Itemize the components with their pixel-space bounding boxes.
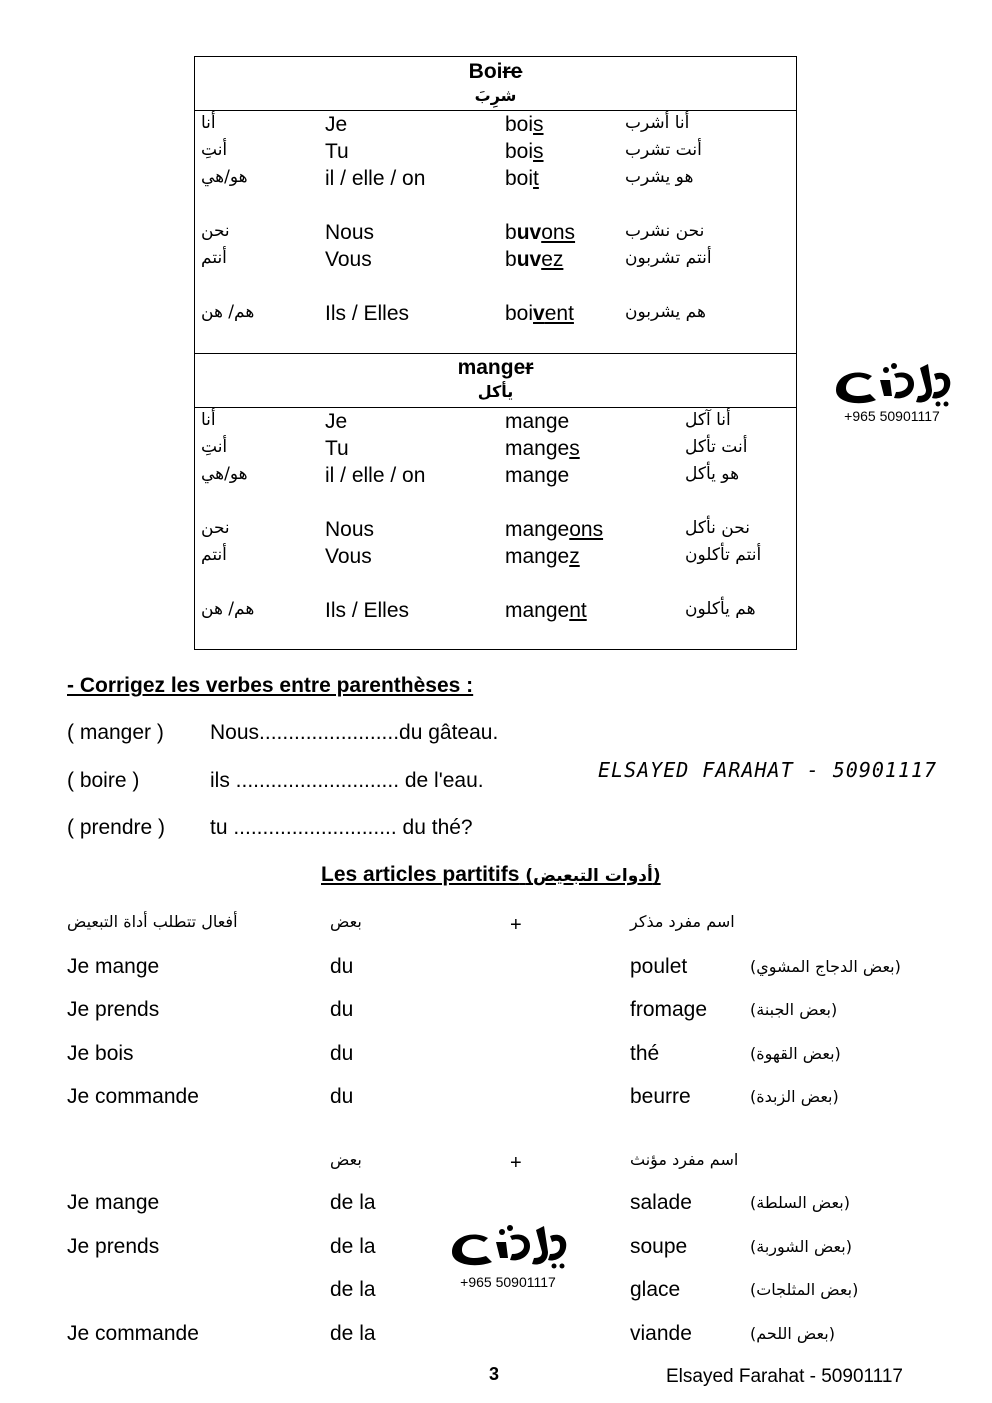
arabic-pronoun: أنتِ [201,437,228,457]
table-row [195,140,796,166]
verb-ending: ons [541,221,576,244]
exercise-verb: ( manger ) [67,721,164,744]
boire-arabic: شرِبَ [474,86,517,105]
arabic-pronoun: هم/ هن [201,302,255,322]
pronoun: Nous [325,518,375,541]
row-verb: Je mange [67,1191,160,1214]
articles-title [321,863,661,887]
row-verb: Je commande [67,1322,199,1345]
translation: أنا أشرب [625,113,690,133]
boire-title: Boi [468,60,503,83]
exercise-sentence: tu ............................ du thé? [210,816,473,839]
arabic-pronoun: هو/هي [201,167,248,187]
table-row [195,302,796,328]
brand-logo [828,360,956,428]
pronoun: Ils / Elles [325,599,410,622]
row-article: de la [330,1191,376,1214]
arabic-pronoun: أنا [201,113,216,133]
verb-ending: z [569,545,580,568]
manger-title: mange [457,356,526,379]
translation: نحن نأكل [685,518,750,538]
page-number: 3 [489,1364,500,1384]
row-translation: (بعض السلطة) [750,1193,850,1212]
arabic-pronoun: هم/ هن [201,599,255,619]
verb-stem: boi [505,167,534,190]
row-translation: (بعض الدجاج المشوي) [750,957,901,976]
verb-stem-change: uv [516,248,542,271]
row-noun: fromage [630,998,708,1021]
translation: هم يأكلون [685,599,756,619]
verb-ending: s [569,437,580,460]
verb-form [505,437,580,461]
verb-form [505,167,539,191]
verb-form [505,221,575,245]
translation: أنتم تشربون [625,248,712,268]
translation: هم يشربون [625,302,706,322]
row-noun: soupe [630,1235,688,1258]
row-verb: Je mange [67,955,160,978]
translation: هو يأكل [685,464,740,484]
arabic-pronoun: أنتم [201,545,227,565]
row-translation: (بعض اللحم) [750,1324,835,1343]
table-row [195,599,796,625]
verb-stem: mange [505,464,570,487]
row-noun: viande [630,1322,692,1345]
row-article: du [330,1085,354,1108]
exercise-sentence: ils ............................ de l'eau. [210,769,484,792]
row-translation: (بعض الجبنة) [750,1000,838,1019]
translation: هو يشرب [625,167,694,187]
verb-stem: mange [505,518,570,541]
verb-form [505,113,544,137]
table-row [195,221,796,247]
brand-logo [444,1222,572,1292]
verb-ending: t [533,167,539,190]
pronoun: Vous [325,248,372,271]
verb-ending: ons [569,518,604,541]
row-article: de la [330,1278,376,1301]
verb-stem: mange [505,599,570,622]
verb-stem: boi [505,302,534,325]
pronoun: Tu [325,140,349,163]
row-verb: Je prends [67,998,160,1021]
logo-phone: +965 50901117 [460,1274,556,1290]
verb-stem: boi [505,140,534,163]
verb-stem-change: v [533,302,545,325]
row-article: du [330,1042,354,1065]
row-verb: Je bois [67,1042,134,1065]
header-verbs: أفعال تتطلب أداة التبعيض [67,912,238,931]
verb-form [505,518,603,542]
pronoun: Je [325,410,348,433]
pronoun: Ils / Elles [325,302,410,325]
verb-form [505,140,544,164]
manger-title-ending: r [525,356,534,379]
arabic-pronoun: نحن [201,221,230,241]
articles-title-arabic: (أدوات التبعيض) [525,866,661,886]
row-translation: (بعض الشوربة) [750,1237,852,1256]
row-translation: (بعض المثلجات) [750,1280,859,1299]
row-article: de la [330,1235,376,1258]
row-noun: poulet [630,955,688,978]
row-article: du [330,955,354,978]
row-verb: Je prends [67,1235,160,1258]
verb-ending: nt [569,599,587,622]
translation: أنت تأكل [685,437,748,457]
row-noun: glace [630,1278,681,1301]
handwritten-signature: ELSAYED FARAHAT - 50901117 [598,758,938,782]
translation: أنت تشرب [625,140,702,160]
verb-stem: mange [505,545,570,568]
verb-stem: mange [505,410,570,433]
row-article: de la [330,1322,376,1345]
manger-header [195,353,796,408]
table-row [195,545,796,571]
plus-sign: + [510,914,522,936]
translation: نحن نشرب [625,221,705,241]
row-translation: (بعض الزبدة) [750,1087,839,1106]
table-row [195,113,796,139]
header-noun: اسم مفرد مؤنث [630,1150,739,1169]
pronoun: Je [325,113,348,136]
table-row [195,437,796,463]
header-noun: اسم مفرد مذكر [630,912,735,931]
row-noun: beurre [630,1085,691,1108]
translation: أنا آكل [685,410,731,430]
exercise-verb: ( boire ) [67,769,140,792]
verb-stem: b [505,221,517,244]
boire-title-ending: re [502,60,523,83]
brand-logo-icon [828,360,956,408]
verb-ending: ez [541,248,564,271]
table-row [195,410,796,436]
verb-form [505,599,587,623]
verb-form [505,302,574,326]
table-row [195,248,796,274]
verb-ending: s [533,113,544,136]
conjugation-table [194,56,797,650]
table-row [195,464,796,490]
verb-ending: ent [544,302,574,325]
brand-logo-icon [444,1222,572,1270]
verb-ending: s [533,140,544,163]
plus-sign: + [510,1152,522,1174]
arabic-pronoun: أنا [201,410,216,430]
arabic-pronoun: هو/هي [201,464,248,484]
row-verb: Je commande [67,1085,199,1108]
header-article: بعض [330,912,362,931]
pronoun: Vous [325,545,372,568]
table-row [195,167,796,193]
row-translation: (بعض القهوة) [750,1044,841,1063]
verb-form [505,464,569,488]
pronoun: Tu [325,437,349,460]
boire-header [195,57,796,111]
exercise-verb: ( prendre ) [67,816,166,839]
arabic-pronoun: نحن [201,518,230,538]
row-article: du [330,998,354,1021]
pronoun: il / elle / on [325,464,426,487]
table-row [195,518,796,544]
logo-phone: +965 50901117 [844,408,940,424]
arabic-pronoun: أنتم [201,248,227,268]
pronoun: Nous [325,221,375,244]
verb-form [505,545,580,569]
translation: أنتم تأكلون [685,545,762,565]
pronoun: il / elle / on [325,167,426,190]
exercise-sentence: Nous........................du gâteau. [210,721,499,744]
verb-stem: b [505,248,517,271]
exercise-title: - Corrigez les verbes entre parenthèses : [67,674,474,697]
row-noun: salade [630,1191,692,1214]
header-article: بعض [330,1150,362,1169]
verb-stem: boi [505,113,534,136]
verb-stem: mange [505,437,570,460]
articles-title-text: Les articles partitifs [321,863,520,886]
verb-form [505,248,563,272]
verb-stem-change: uv [516,221,542,244]
verb-form [505,410,569,434]
arabic-pronoun: أنتِ [201,140,228,160]
row-noun: thé [630,1042,660,1065]
manger-arabic: يأكل [477,382,514,401]
footer-author: Elsayed Farahat - 50901117 [666,1366,903,1387]
